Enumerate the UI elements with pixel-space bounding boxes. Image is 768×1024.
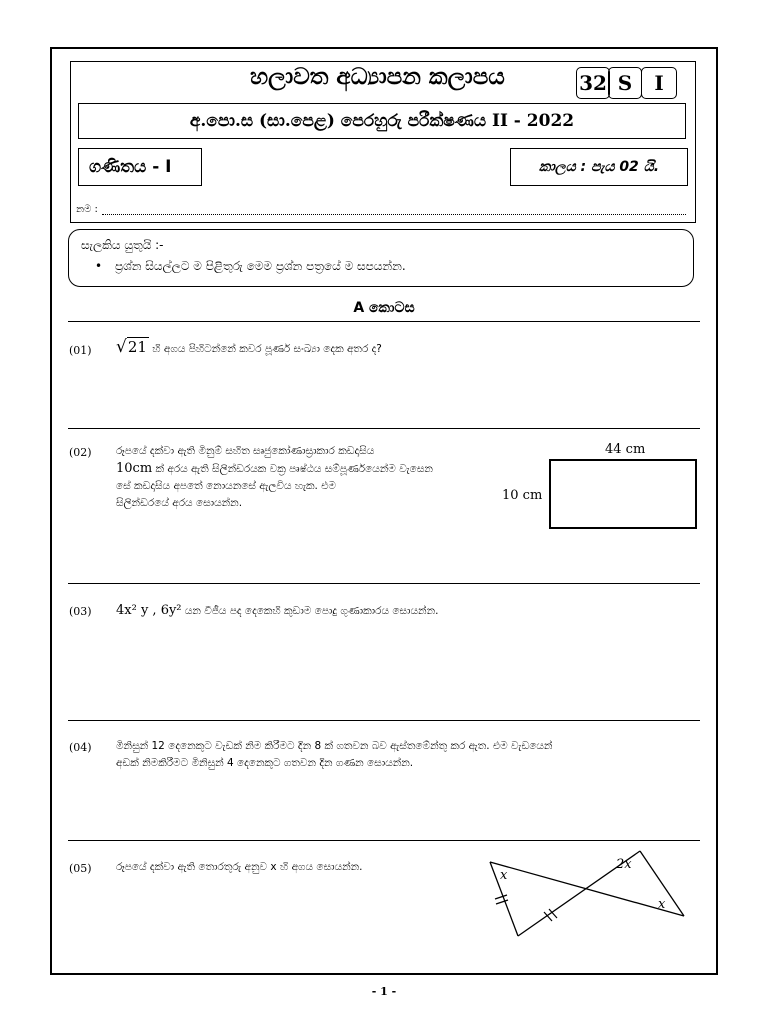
question-line: මිනිසුන් 12 දෙනෙකුට වැඩක් නිම කිරීමට දින 8 ක් ගතවන බව ඇස්තමේන්තු කර ඇත. එම වැඩයෙන් xyxy=(116,740,553,752)
figure-height-label: 10 cm xyxy=(502,488,543,503)
question-number: (04) xyxy=(69,741,92,754)
page-number: - 1 - xyxy=(371,985,397,998)
section-title: A කොටස xyxy=(353,300,415,316)
question-text: හි අගය පිහිටන්නේ කවර පූර්ණ සංඛ්‍යා දෙක අතර ද? xyxy=(152,343,382,355)
question-1-text xyxy=(116,339,382,358)
figure-line xyxy=(490,862,684,916)
paper-code-s: S xyxy=(608,67,642,99)
angle-label-top: 2x xyxy=(616,857,632,872)
algebraic-expression: 4x² y , 6y² xyxy=(116,603,182,618)
zone-title: හලාවත අධ්‍යාපන කලාපය xyxy=(250,64,505,90)
name-label: නම : xyxy=(76,204,98,215)
question-line: රූපයේ දක්වා ඇති මිනුම් සහිත සෘජුකෝණාස්‍රාකාර කඩදාසිය xyxy=(116,445,375,457)
question-line: සේ කඩදාසිය අපතේ නොයනසේ ඇලවිය හැක. එම xyxy=(116,480,336,492)
instruction-text: ප්‍රශ්න සියල්ලට ම පිළිතුරු මෙම ප්‍රශ්න පත්‍රයේ ම සපයන්න. xyxy=(115,259,406,273)
exam-title: අ.පො.ස (සා.පෙළ) පෙරහුරු පරීක්ෂණය II - 2022 xyxy=(78,103,686,139)
figure-width-label: 44 cm xyxy=(605,442,646,457)
question-text: යන වීජීය පද දෙකෙහි කුඩාම පොදු ගුණාකාරය සොයන්න. xyxy=(184,605,439,617)
question-number: (01) xyxy=(69,344,92,357)
question-number: (03) xyxy=(69,605,92,618)
instructions-box xyxy=(68,229,694,287)
question-text: රූපයේ දක්වා ඇති තොරතුරු අනුව x හි අගය සොයන්න. xyxy=(116,861,363,873)
question-line: සිලින්ඩරයේ අරය සොයන්න. xyxy=(116,497,243,509)
question-divider xyxy=(68,840,700,841)
angle-label-left: x xyxy=(500,868,508,883)
question-divider xyxy=(68,720,700,721)
question-2-text xyxy=(116,443,486,512)
sqrt-icon: √ xyxy=(116,337,127,357)
subject-label: ගණිතය - I xyxy=(78,148,202,186)
question-line: 10cm ක් අරය ඇති සිලින්ඩරයක වක්‍ර පෘෂ්ඨය සම්පූර්ණයෙන්ම වැසෙන xyxy=(116,461,433,476)
paper-code-number: 32 xyxy=(576,67,610,99)
paper-code-i: I xyxy=(641,67,677,99)
instructions-title: සැලකිය යුතුයි :- xyxy=(81,238,164,252)
question-4-text xyxy=(116,738,702,772)
triangles-figure xyxy=(480,845,700,945)
question-divider xyxy=(68,583,700,584)
angle-label-right: x xyxy=(658,897,666,912)
question-divider xyxy=(68,428,700,429)
duration-label: කාලය : පැය 02 යි. xyxy=(510,148,688,186)
name-row xyxy=(76,204,686,215)
measure-value: 10cm xyxy=(116,461,153,476)
question-number: (02) xyxy=(69,446,92,459)
rectangle-figure xyxy=(549,459,697,529)
bullet-icon: • xyxy=(95,259,103,273)
question-line: අඩක් නිමකිරීමට මිනිසුන් 4 දෙනෙකුට ගතවන දින ගණන සොයන්න. xyxy=(116,757,414,769)
question-3-text xyxy=(116,602,438,620)
section-divider xyxy=(68,321,700,322)
sqrt-value: 21 xyxy=(127,338,147,356)
name-field-line xyxy=(102,204,686,215)
question-number: (05) xyxy=(69,862,92,875)
tick-mark xyxy=(495,895,507,899)
instruction-item xyxy=(95,259,406,274)
